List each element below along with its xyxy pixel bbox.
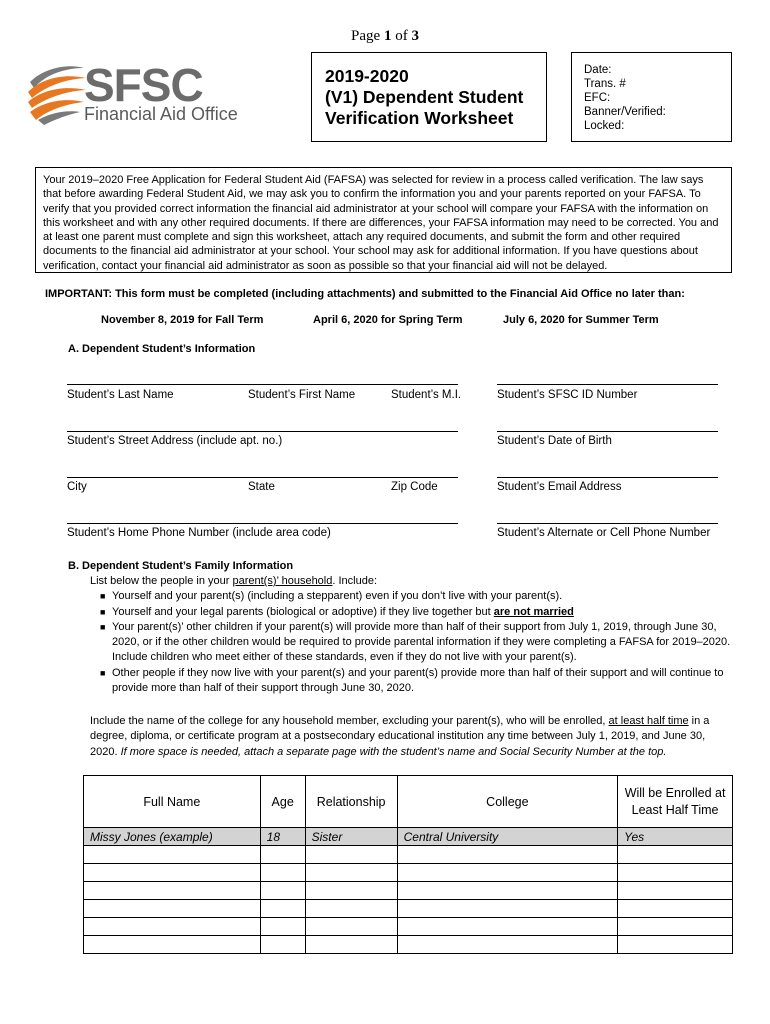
- mi-label: Student’s M.I.: [391, 389, 462, 401]
- bullet-square-icon: ■: [100, 591, 106, 602]
- city-label: City: [67, 481, 87, 493]
- logo-subtitle: Financial Aid Office: [84, 104, 238, 124]
- last-name-label: Student’s Last Name: [67, 389, 174, 401]
- family-table: [83, 775, 733, 954]
- street-address-label: Student’s Street Address (include apt. no.): [67, 435, 283, 447]
- sfsc-id-label: Student’s SFSC ID Number: [497, 389, 638, 401]
- intro-paragraph: Your 2019–2020 Free Application for Federal Student Aid (FAFSA) was selected for review in a process called verification. The law says that before awarding Federal Student Aid, we may ask you to confirm the information you and your parents reported on your FAFSA. To verify that you provided correct information the financial aid administrator at your school will compare your FAFSA with the information on this worksheet and with any other required documents. If there are differences, your FAFSA information may need to be corrected. You and at least one parent must complete and sign this worksheet, attach any required documents, and submit the form and other required documents to the financial aid administrator at your school. Your school may ask for additional information. If you have questions about verification, contact your financial aid administrator as soon as possible so that your financial aid will not be delayed.: [35, 167, 732, 273]
- first-name-label: Student’s First Name: [248, 389, 356, 401]
- table-row[interactable]: [84, 882, 733, 900]
- spring-deadline: April 6, 2020 for Spring Term: [313, 314, 463, 326]
- dob-label: Student’s Date of Birth: [497, 435, 612, 447]
- office-use-box: [571, 52, 732, 142]
- home-phone-label: Student’s Home Phone Number (include area code): [67, 527, 331, 539]
- title-name: Verification Worksheet: [325, 108, 514, 128]
- table-header-row: [84, 776, 733, 828]
- sfsc-swoosh-logo-icon: [26, 62, 88, 126]
- city-state-zip-line[interactable]: [67, 477, 458, 478]
- title-year: 2019-2020: [325, 66, 409, 86]
- section-b-body: [90, 574, 735, 696]
- office-efc-label: EFC:: [584, 92, 611, 104]
- header-enrolled: Will be Enrolled at Least Half Time: [618, 776, 733, 828]
- street-address-line[interactable]: [67, 431, 458, 432]
- state-label: State: [248, 481, 275, 493]
- bullet-square-icon: ■: [100, 621, 106, 632]
- alt-phone-line[interactable]: [497, 523, 718, 524]
- household-intro: List below the people in your parent(s)’ household. Include:: [90, 575, 378, 587]
- section-a-title: A. Dependent Student’s Information: [68, 343, 256, 355]
- example-row: [84, 828, 733, 846]
- header-relationship: Relationship: [305, 776, 397, 828]
- college-instructions: Include the name of the college for any household member, excluding your parent(s), who will be enrolled, at least half time in a degree, diploma, or certificate program at a postsecondary educational institution any time between July 1, 2019, and June 30, 2020. If more space is needed, attach a separate page with the student’s name and Social Security Number at the top.: [90, 715, 710, 758]
- office-locked-label: Locked:: [584, 120, 625, 132]
- zip-label: Zip Code: [391, 481, 438, 493]
- table-row[interactable]: [84, 864, 733, 882]
- worksheet-title-box: [311, 52, 547, 142]
- example-relationship: Sister: [305, 828, 397, 846]
- alt-phone-label: Student’s Alternate or Cell Phone Number: [497, 527, 711, 539]
- important-notice: IMPORTANT: This form must be completed (including attachments) and submitted to the Financial Aid Office no later than:: [45, 288, 685, 300]
- summer-deadline: July 6, 2020 for Summer Term: [503, 314, 659, 326]
- bullet-item: ■ Yourself and your parent(s) (including a stepparent) even if you don’t live with your parent(s).: [90, 589, 735, 604]
- example-age: 18: [260, 828, 305, 846]
- header-full-name: Full Name: [84, 776, 261, 828]
- email-line[interactable]: [497, 477, 718, 478]
- table-row[interactable]: [84, 936, 733, 954]
- page-number: Page 1 of 3: [351, 28, 419, 44]
- bullet-square-icon: ■: [100, 606, 106, 617]
- office-date-label: Date:: [584, 64, 612, 76]
- office-banner-label: Banner/Verified:: [584, 106, 666, 118]
- table-row[interactable]: [84, 846, 733, 864]
- table-row[interactable]: [84, 918, 733, 936]
- bullet-item: ■ Yourself and your legal parents (biological or adoptive) if they live together but are not married: [90, 605, 735, 620]
- header-college: College: [397, 776, 618, 828]
- header-age: Age: [260, 776, 305, 828]
- dob-line[interactable]: [497, 431, 718, 432]
- bullet-item: ■ Your parent(s)’ other children if your parent(s) will provide more than half of their support from July 1, 2019, through June 30, 2020, or if the other children would be required to provide parental information if they were completing a FAFSA for 2019–2020. Include children who meet either of these standards, even if they do not live with your parent(s).: [100, 620, 731, 664]
- fall-deadline: November 8, 2019 for Fall Term: [101, 314, 264, 326]
- bullet-item: ■ Other people if they now live with your parent(s) and your parent(s) provide more than half of their support and will continue to provide more than half of their support through June 30, 2020.: [100, 666, 724, 695]
- example-name: Missy Jones (example): [84, 828, 261, 846]
- student-name-line[interactable]: [67, 384, 458, 385]
- home-phone-line[interactable]: [67, 523, 458, 524]
- section-b-title: B. Dependent Student’s Family Information: [68, 560, 294, 572]
- title-version: (V1) Dependent Student: [325, 87, 524, 107]
- table-row[interactable]: [84, 900, 733, 918]
- example-enrolled: Yes: [618, 828, 733, 846]
- email-label: Student’s Email Address: [497, 481, 622, 493]
- logo-wordmark: SFSC: [84, 59, 203, 111]
- example-college: Central University: [397, 828, 618, 846]
- office-trans-label: Trans. #: [584, 78, 626, 90]
- sfsc-id-line[interactable]: [497, 384, 718, 385]
- bullet-square-icon: ■: [100, 667, 106, 678]
